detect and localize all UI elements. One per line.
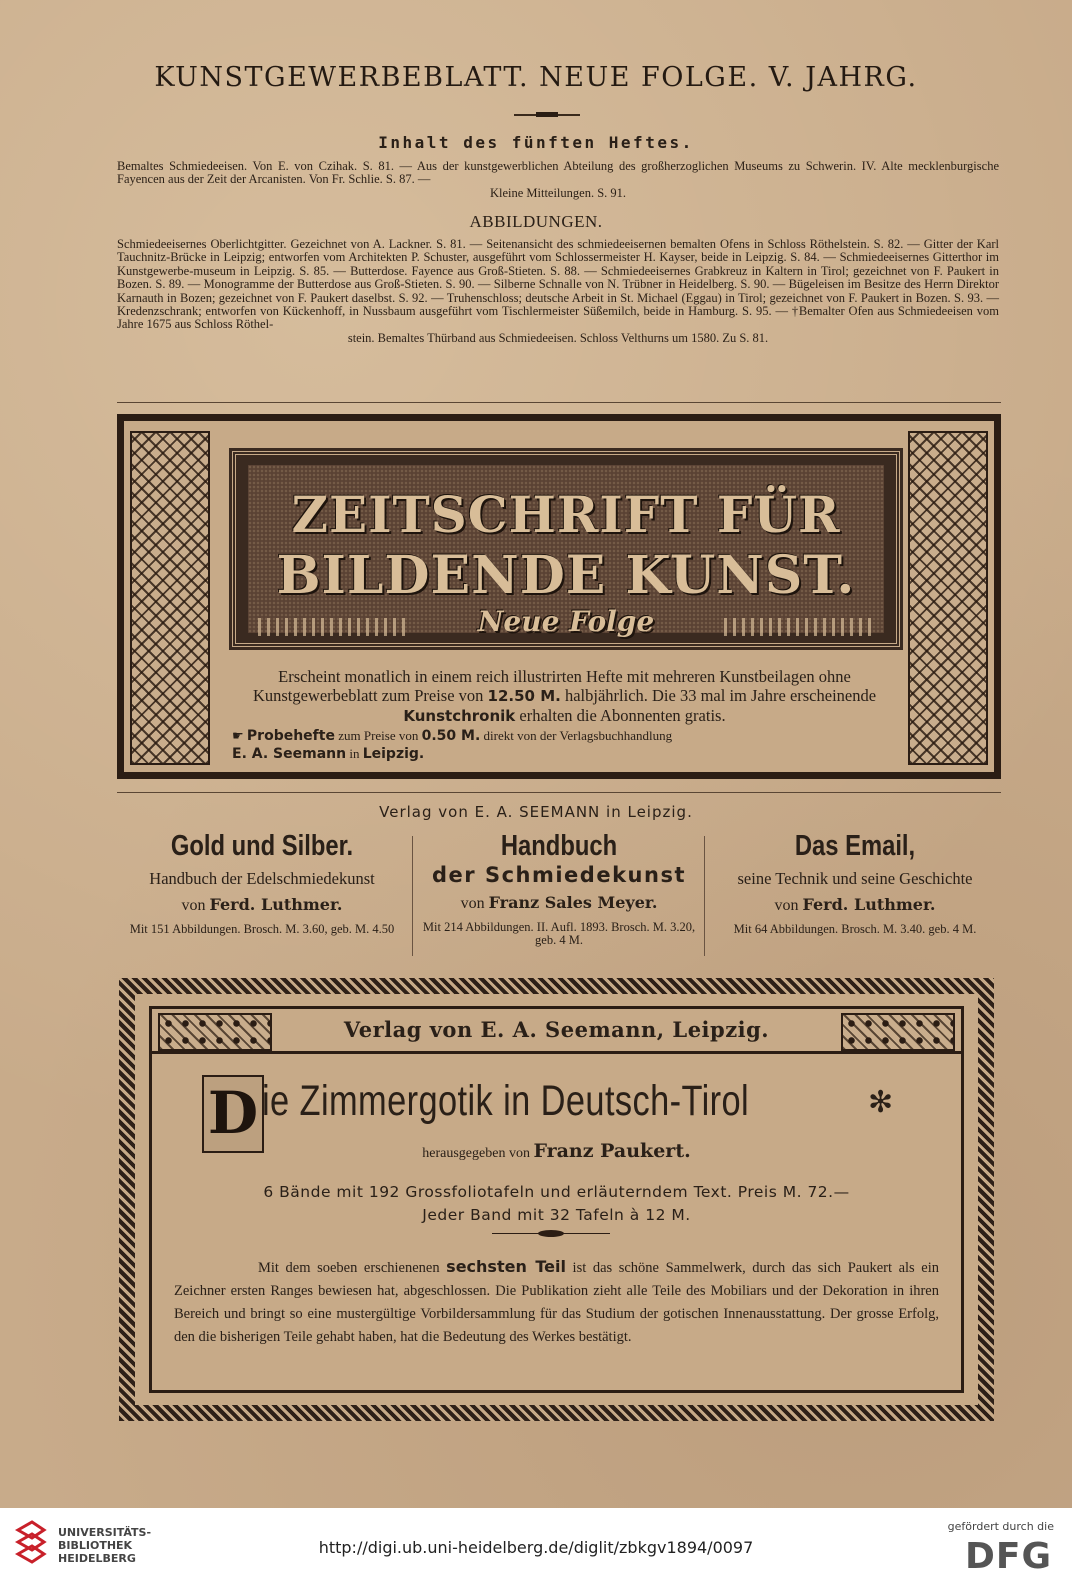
subscription-price: 12.50 M. bbox=[487, 687, 561, 705]
book-subtitle: der Schmiedekunst bbox=[432, 863, 686, 887]
illustrations-last-line: stein. Bemaltes Thürband aus Schmiedeeisen. Schloss Velthurns um 1580. Zu S. 81. bbox=[347, 330, 769, 345]
book-column bbox=[117, 830, 407, 936]
publisher-banner bbox=[152, 1009, 961, 1054]
probe-text: in bbox=[349, 746, 360, 761]
contents-body: Bemaltes Schmiedeeisen. Von E. von Czihak. S. 81. — Aus der kunstgewerblichen Abteilung des großherzoglichen Museums zu Schwerin. IV. Alte mecklenburgische Fayencen aus der Zeit der Arcanisten. Von Fr. Schlie. S. 87. — bbox=[117, 159, 999, 187]
header-rule-ornament bbox=[536, 112, 558, 117]
book-column bbox=[710, 830, 1000, 936]
edition-details-line: Jeder Band mit 32 Tafeln à 12 M. bbox=[422, 1206, 691, 1224]
editor-name: Franz Paukert. bbox=[533, 1140, 691, 1162]
zeitschrift-title-line1: ZEITSCHRIFT FÜR bbox=[291, 485, 841, 544]
funded-by-label: gefördert durch die bbox=[947, 1520, 1054, 1533]
decorated-initial: D bbox=[202, 1075, 264, 1153]
illustrations-heading: ABBILDUNGEN. bbox=[469, 212, 603, 231]
book-author bbox=[710, 895, 1000, 915]
publisher-name: E. A. Seemann bbox=[232, 746, 347, 762]
divider-ornament bbox=[538, 1230, 564, 1237]
section-divider bbox=[117, 792, 1001, 793]
probe-price: 0.50 M. bbox=[421, 728, 481, 744]
book-subtitle: Handbuch der Edelschmiedekunst bbox=[149, 869, 375, 888]
dfg-logo: DFG bbox=[964, 1536, 1052, 1577]
author-prefix: von bbox=[460, 895, 485, 912]
sixth-part-label: sechsten Teil bbox=[446, 1257, 566, 1276]
book-subtitle: seine Technik und seine Geschichte bbox=[737, 869, 973, 888]
author-name: Franz Sales Meyer. bbox=[488, 893, 658, 912]
book-title: Das Email, bbox=[794, 830, 916, 862]
book-title: ie Zimmergotik in Deutsch-Tirol bbox=[262, 1077, 750, 1125]
illustrations-body: Schmiedeeisernes Oberlichtgitter. Gezeichnet von A. Lackner. S. 81. — Seitenansicht des schmiedeeisernen bemalten Ofens in Schloss Röthelstein. S. 82. — Gitter der Karl Tauchnitz-Brücke in Leipzig; entworfen vom Architekten P. Schuster, ausgeführt vom Schlossermeister H. Kayser, beide in Leipzig. S. 84. — Schmiedeeisernes Gitterthor im Kunstgewerbe-museum in Leipzig. S. 85. — Butterdose. Fayence aus Groß-Stieten. S. 88. — Schmiedeeisernes Grabkreuz in Kaltern in Tirol; gezeichnet von F. Paukert in Bozen. S. 89. — Monogramme der Butterdose aus Groß-Stieten. S. 90. — Silberne Schnalle von N. Trübner in Heidelberg. S. 90. — Bügeleisen im Besitze des Herrn Direktor Karnauth in Bozen; gezeichnet von F. Paukert daselbst. S. 92. — Truhenschloss; deutsche Arbeit in St. Michael (Eggau) in Tirol; gezeichnet von F. Paukert in Bozen. S. 93. — Kredenzschrank; entworfen von Kückenhoff, in Nussbaum ausgeführt vom Tischlermeister Süßemilch, beide in Hamburg. S. 95. — †Bemalter Ofen aus Schmiedeeisen vom Jahre 1675 aus Schloss Röthel- bbox=[117, 237, 999, 332]
zimmergotik-body bbox=[174, 1255, 939, 1349]
author-prefix: von bbox=[181, 897, 206, 914]
probe-text: direkt von der Verlagsbuchhandlung bbox=[483, 728, 673, 743]
edition-details-line: 6 Bände mit 192 Grossfoliotafeln und erläuterndem Text. Preis M. 72.— bbox=[263, 1183, 850, 1201]
book-column bbox=[418, 830, 700, 947]
book-details: Mit 151 Abbildungen. Brosch. M. 3.60, geb. M. 4.50 bbox=[129, 922, 395, 936]
ornament-star-icon: ✻ bbox=[868, 1085, 894, 1120]
library-name-line: BIBLIOTHEK bbox=[58, 1539, 133, 1552]
publisher-city: Leipzig. bbox=[362, 746, 425, 762]
zeitschrift-advertisement bbox=[117, 414, 1001, 779]
page-header: KUNSTGEWERBEBLATT. NEUE FOLGE. V. JAHRG. bbox=[154, 62, 918, 93]
digitization-footer bbox=[0, 1508, 1072, 1585]
zeitschrift-description bbox=[232, 667, 897, 726]
desc-part: Erscheint monatlich in einem reich illustrirten Hefte mit mehreren Kunstbeilagen ohne Kunstgewerbeblatt zum Preise von bbox=[252, 667, 851, 705]
column-separator bbox=[704, 836, 705, 956]
zeitschrift-title-line3: Neue Folge bbox=[477, 605, 655, 638]
illustrations-text bbox=[117, 238, 999, 345]
publisher-line: Verlag von E. A. SEEMANN in Leipzig. bbox=[379, 803, 693, 821]
book-details: Mit 214 Abbildungen. II. Aufl. 1893. Brosch. M. 3.20, geb. 4 M. bbox=[422, 920, 696, 947]
right-ornament-panel bbox=[908, 431, 988, 765]
probe-text: zum Preise von bbox=[338, 728, 419, 743]
zimmergotik-advertisement bbox=[119, 978, 994, 1421]
pointing-hand-icon: ☛ bbox=[232, 728, 244, 743]
author-prefix: von bbox=[774, 897, 799, 914]
editor-label: herausgegeben von bbox=[422, 1146, 530, 1161]
column-separator bbox=[412, 836, 413, 956]
source-url[interactable]: http://digi.ub.uni-heidelberg.de/diglit/zbkgv1894/0097 bbox=[318, 1538, 754, 1557]
book-details: Mit 64 Abbildungen. Brosch. M. 3.40. geb. 4 M. bbox=[733, 922, 977, 936]
book-author bbox=[418, 893, 700, 913]
body-text: ist das schöne Sammelwerk, durch das sich Paukert als ein Zeichner ersten Ranges bewiesen hat, abgeschlossen. Die Publikation zieht alle Teile des Mobiliars und der Dekoration in ihren Bereich und bringt so eine mustergültige Vorbildersammlung für das Studium der gotischen Innenausstattung. Der grosse Erfolg, den die bisherigen Teile gehabt haben, hat die Bedeutung des Werkes bestätigt. bbox=[174, 1260, 939, 1345]
body-text: Mit dem soeben erschienenen bbox=[258, 1260, 440, 1276]
probehefte-label: Probehefte bbox=[246, 728, 335, 744]
zeitschrift-title-panel bbox=[232, 451, 900, 647]
contents-heading: Inhalt des fünften Heftes. bbox=[378, 133, 694, 152]
book-title: Handbuch bbox=[500, 830, 618, 862]
desc-part: erhalten die Abonnenten gratis. bbox=[519, 706, 726, 725]
book-title: Gold und Silber. bbox=[170, 830, 354, 862]
left-ornament-panel bbox=[130, 431, 210, 765]
publisher-banner-text: Verlag von E. A. Seemann, Leipzig. bbox=[343, 1017, 770, 1042]
section-divider bbox=[117, 402, 1001, 403]
library-name-line: HEIDELBERG bbox=[58, 1552, 136, 1565]
author-name: Ferd. Luthmer. bbox=[802, 895, 936, 914]
zeitschrift-title-line2: BILDENDE KUNST. bbox=[276, 545, 856, 606]
library-name-line: UNIVERSITÄTS- bbox=[58, 1526, 152, 1539]
contents-last-line: Kleine Mitteilungen. S. 91. bbox=[489, 185, 627, 200]
desc-part: halbjährlich. Die 33 mal im Jahre erscheinende bbox=[564, 686, 877, 705]
edition-details bbox=[152, 1181, 961, 1227]
kunstchronik-label: Kunstchronik bbox=[403, 707, 516, 725]
title-panel-background bbox=[248, 465, 884, 638]
sample-offer bbox=[232, 727, 897, 763]
book-author bbox=[117, 895, 407, 915]
contents-text bbox=[117, 160, 999, 200]
zimmergotik-inner-frame bbox=[149, 1006, 964, 1393]
author-name: Ferd. Luthmer. bbox=[209, 895, 343, 914]
editor-line bbox=[152, 1140, 961, 1162]
